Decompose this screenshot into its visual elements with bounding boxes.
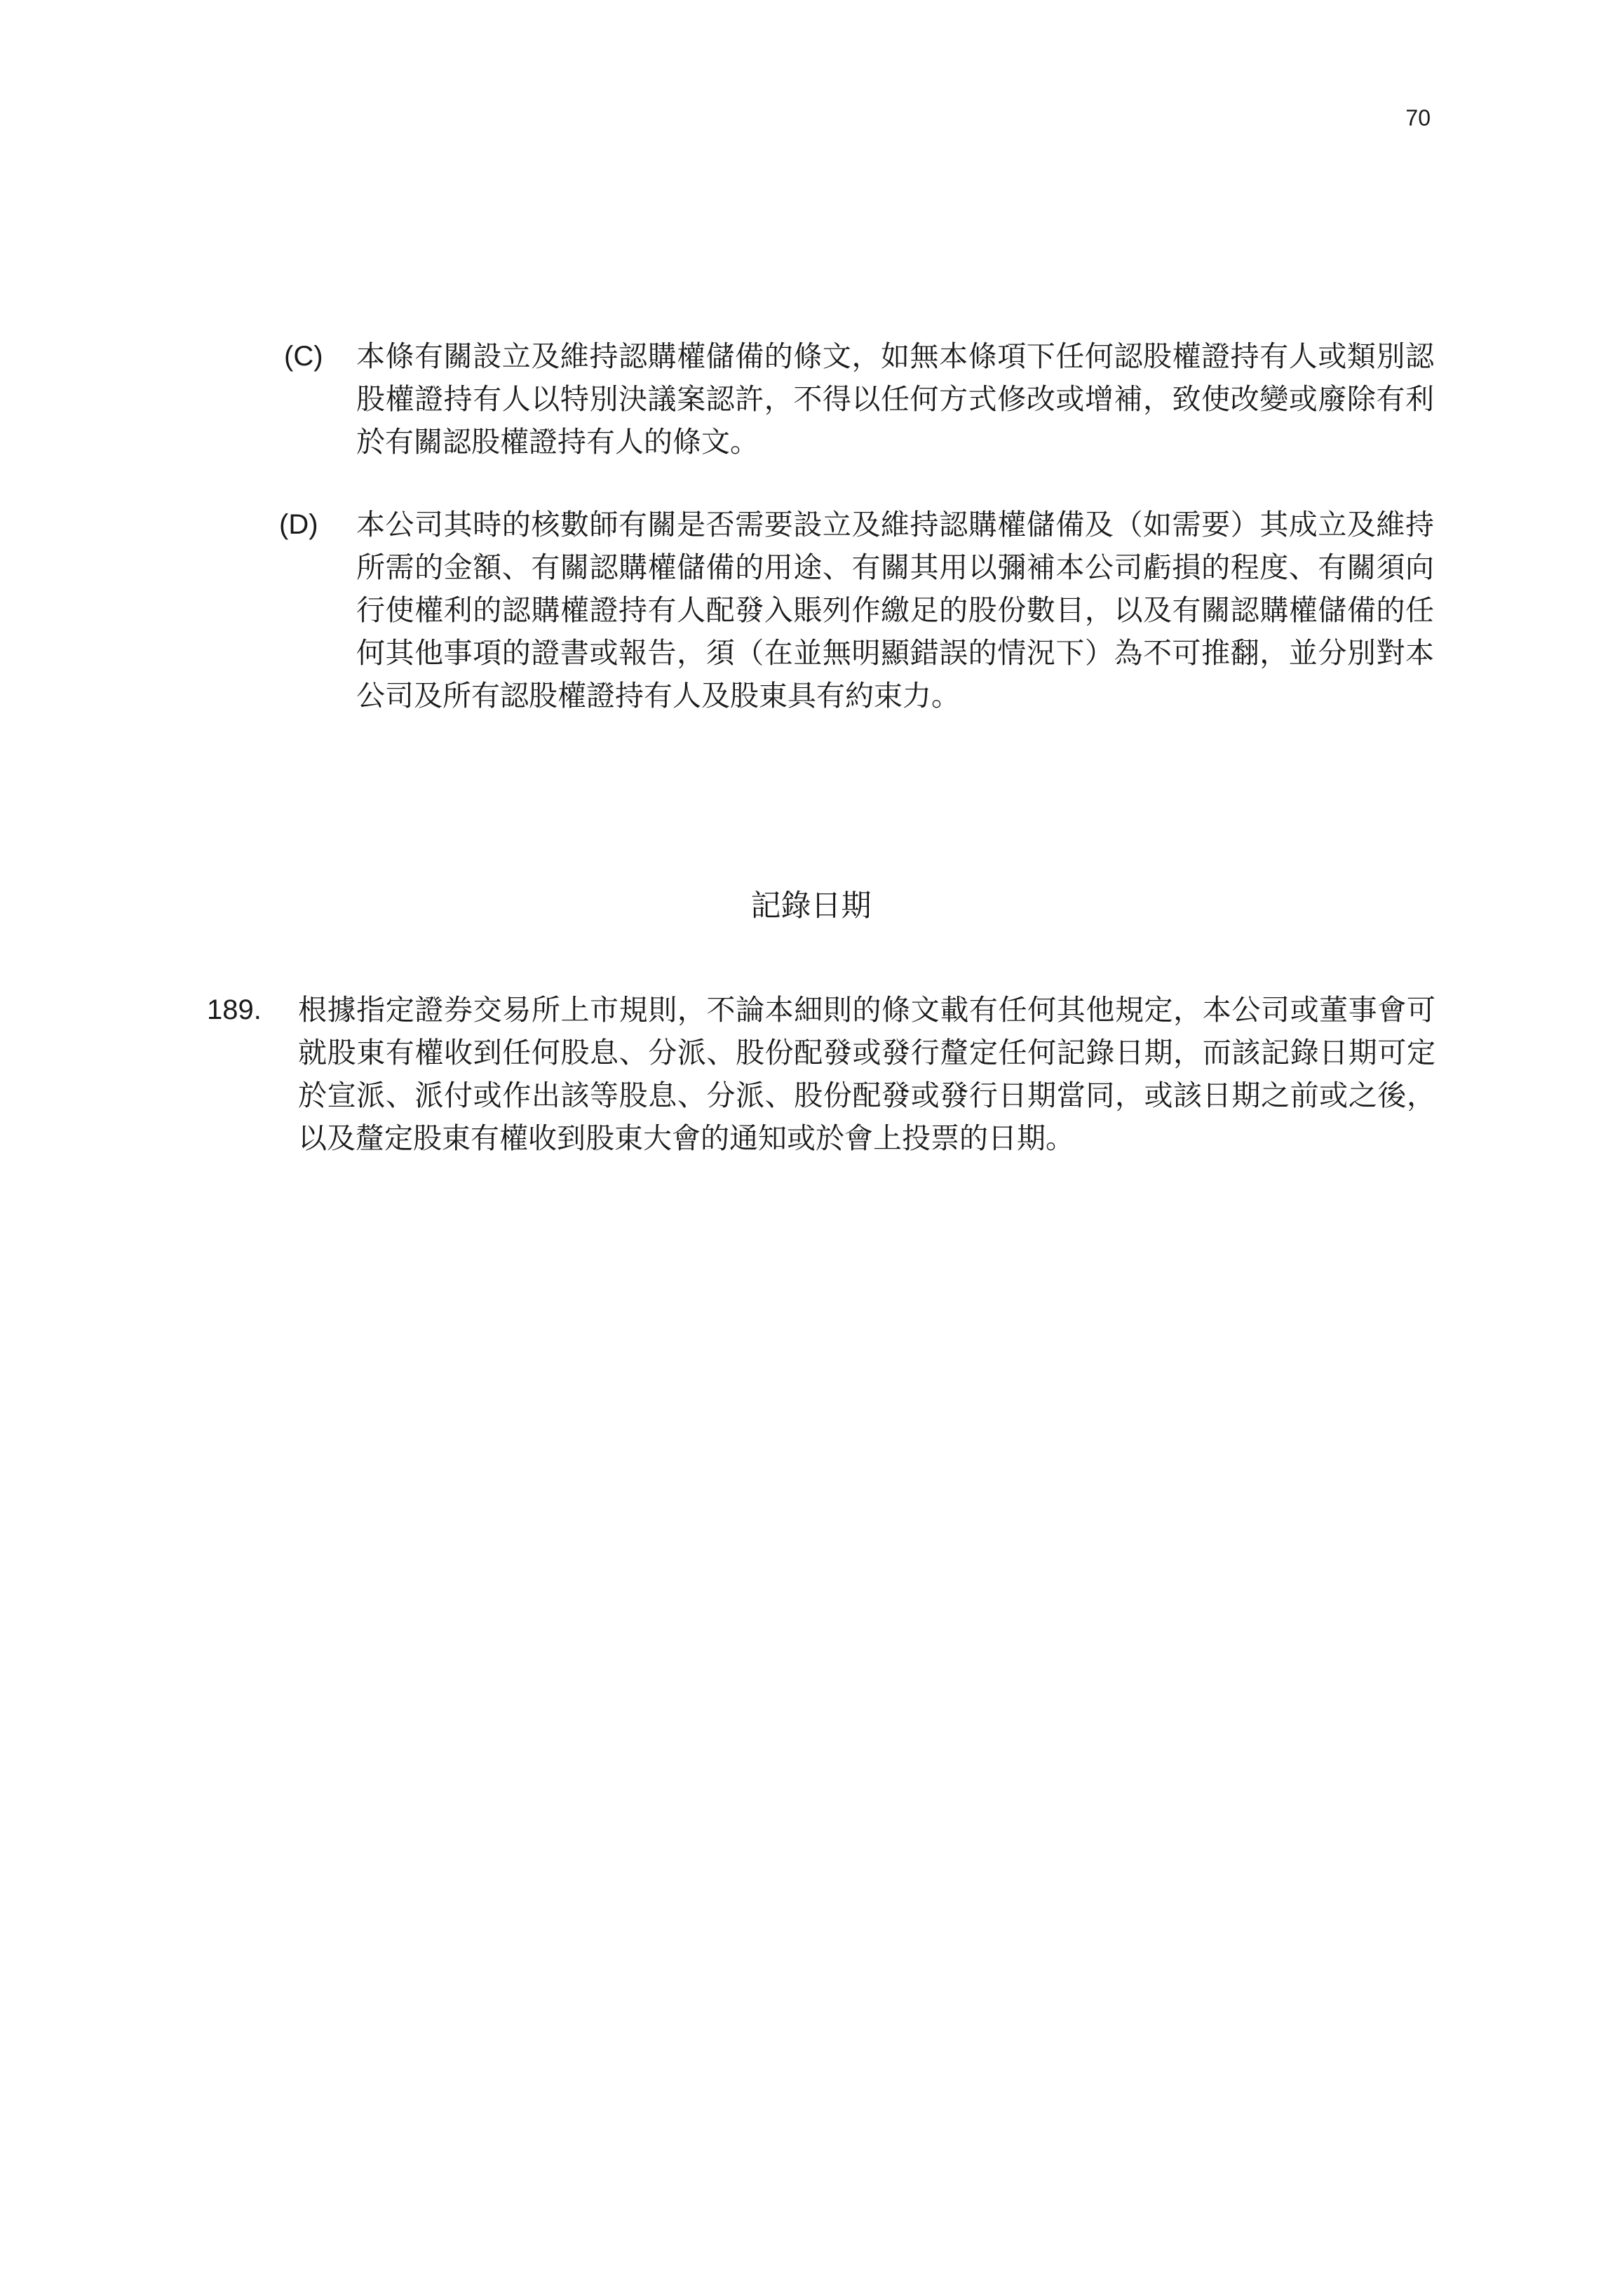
clause-c	[284, 335, 1434, 475]
clause-189	[207, 989, 1435, 1213]
clause-d-marker: (D)	[279, 509, 318, 540]
clause-c-text: 本條有關設立及維持認購權儲備的條文，如無本條項下任何認股權證持有人或類別認股權證持有人以特別決議案認許，不得以任何方式修改或增補，致使改變或廢除有利於有關認股權證持有人的條文。	[356, 339, 1434, 459]
clause-d-text: 本公司其時的核數師有關是否需要設立及維持認購權儲備及（如需要）其成立及維持所需的金額、有關認購權儲備的用途、有關其用以彌補本公司虧損的程度、有關須向行使權利的認購權證持有人配發入賬列作繳足的股份數目，以及有關認購權儲備的任何其他事項的證書或報告，須（在並無明顯錯誤的情況下）為不可推翻，並分別對本公司及所有認股權證持有人及股東具有約束力。	[356, 508, 1434, 713]
clause-d	[279, 504, 1434, 770]
clause-189-text: 根據指定證券交易所上市規則，不論本細則的條文載有任何其他規定，本公司或董事會可就股東有權收到任何股息、分派、股份配發或發行釐定任何記錄日期，而該記錄日期可定於宣派、派付或作出該等股息、分派、股份配發或發行日期當同，或該日期之前或之後，以及釐定股東有權收到股東大會的通知或於會上投票的日期。	[298, 993, 1435, 1155]
clause-189-marker: 189.	[207, 994, 262, 1025]
clause-c-marker: (C)	[284, 341, 323, 372]
section-heading: 記錄日期	[750, 889, 872, 924]
page-number: 70	[1405, 105, 1431, 130]
